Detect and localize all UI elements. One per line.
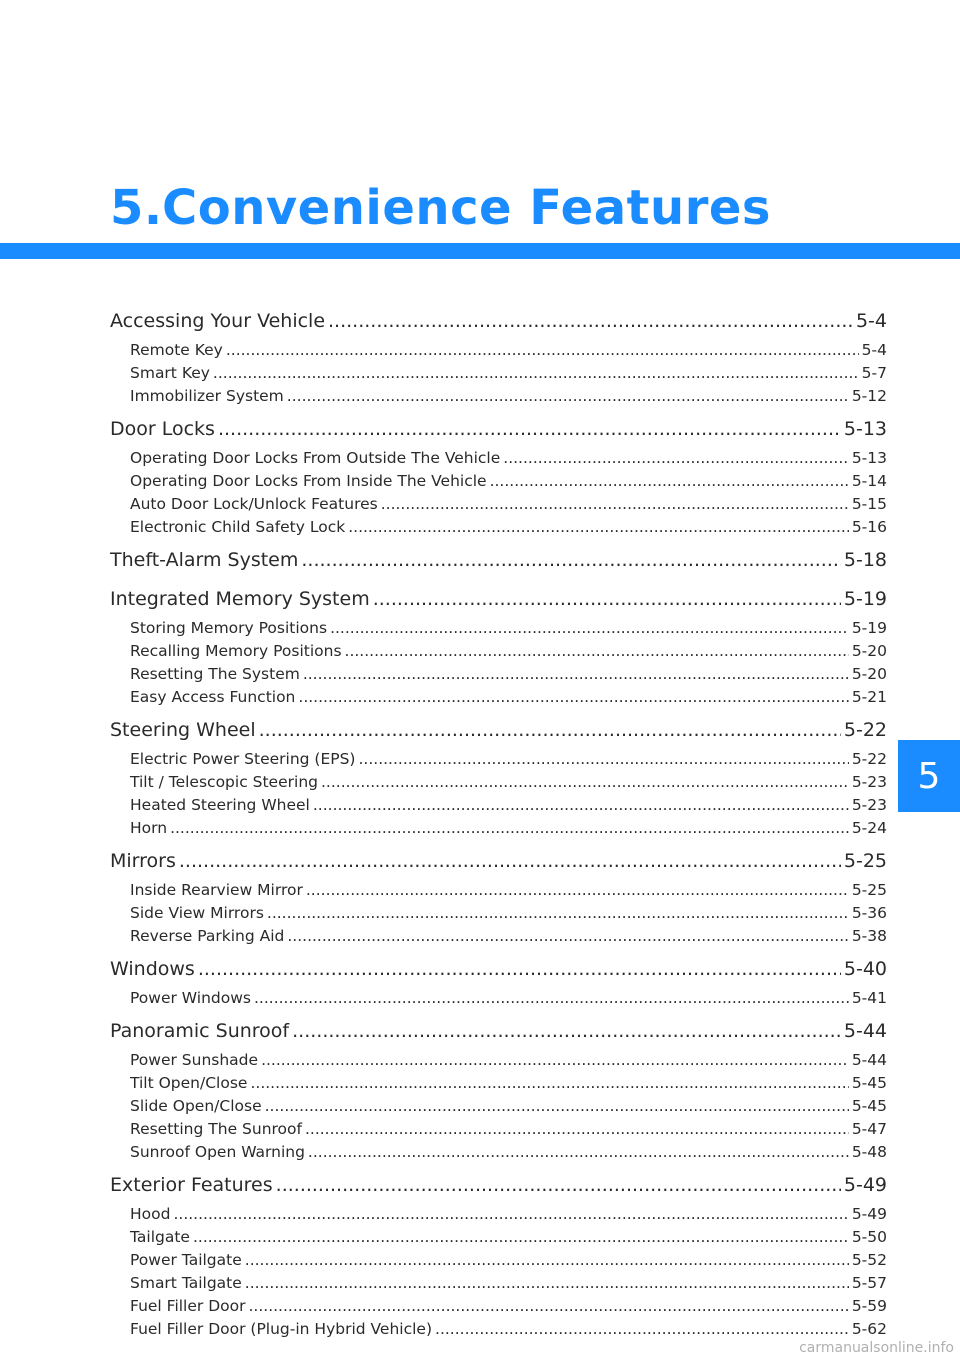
toc-entry-label: Side View Mirrors	[130, 904, 264, 922]
toc-entry-label: Exterior Features	[110, 1174, 273, 1196]
toc-entry-page: 5-44	[843, 1020, 887, 1042]
toc-entry-page: 5-25	[851, 881, 887, 899]
toc-dot-leader	[173, 1205, 848, 1223]
toc-entry-label: Theft-Alarm System	[110, 549, 299, 571]
toc-entry-label: Electronic Child Safety Lock	[130, 518, 346, 536]
toc-entry-label: Power Windows	[130, 989, 251, 1007]
toc-entry-label: Fuel Filler Door (Plug-in Hybrid Vehicle)	[130, 1320, 433, 1338]
toc-dot-leader	[381, 495, 849, 513]
toc-section-entry[interactable]	[110, 719, 887, 750]
toc-dot-leader	[193, 1228, 849, 1246]
toc-entry-page: 5-20	[851, 665, 887, 683]
toc-subsection-entry[interactable]	[110, 1097, 887, 1120]
toc-dot-leader	[218, 418, 841, 440]
toc-entry-label: Resetting The Sunroof	[130, 1120, 302, 1138]
toc-subsection-entry[interactable]	[110, 750, 887, 773]
toc-entry-label: Mirrors	[110, 850, 176, 872]
toc-entry-label: Smart Tailgate	[130, 1274, 242, 1292]
toc-subsection-entry[interactable]	[110, 1143, 887, 1166]
toc-entry-page: 5-62	[851, 1320, 887, 1338]
toc-entry-label: Storing Memory Positions	[130, 619, 328, 637]
toc-dot-leader	[348, 518, 849, 536]
toc-entry-label: Auto Door Lock/Unlock Features	[130, 495, 378, 513]
toc-entry-page: 5-47	[851, 1120, 887, 1138]
toc-dot-leader	[198, 958, 841, 980]
toc-dot-leader	[245, 1251, 849, 1269]
toc-entry-label: Power Tailgate	[130, 1251, 242, 1269]
toc-subsection-entry[interactable]	[110, 1074, 887, 1097]
toc-dot-leader	[313, 796, 849, 814]
toc-entry-page: 5-13	[851, 449, 887, 467]
toc-subsection-entry[interactable]	[110, 773, 887, 796]
toc-entry-label: Hood	[130, 1205, 171, 1223]
toc-dot-leader	[254, 989, 849, 1007]
toc-dot-leader	[301, 549, 840, 571]
toc-entry-label: Recalling Memory Positions	[130, 642, 342, 660]
toc-entry-label: Fuel Filler Door	[130, 1297, 246, 1315]
toc-dot-leader	[287, 927, 848, 945]
toc-subsection-entry[interactable]	[110, 796, 887, 819]
toc-entry-page: 5-44	[851, 1051, 887, 1069]
toc-dot-leader	[287, 387, 849, 405]
toc-subsection-entry[interactable]	[110, 449, 887, 472]
toc-dot-leader	[245, 1274, 849, 1292]
toc-subsection-entry[interactable]	[110, 1274, 887, 1297]
toc-entry-label: Steering Wheel	[110, 719, 256, 741]
toc-subsection-entry[interactable]	[110, 387, 887, 410]
toc-section-entry[interactable]	[110, 1020, 887, 1051]
toc-dot-leader	[306, 881, 849, 899]
toc-dot-leader	[250, 1074, 848, 1092]
toc-entry-page: 5-50	[851, 1228, 887, 1246]
toc-entry-page: 5-21	[851, 688, 887, 706]
toc-entry-page: 5-52	[851, 1251, 887, 1269]
toc-dot-leader	[248, 1297, 848, 1315]
toc-dot-leader	[503, 449, 849, 467]
toc-entry-label: Panoramic Sunroof	[110, 1020, 290, 1042]
toc-section-entry[interactable]	[110, 1174, 887, 1205]
toc-dot-leader	[305, 1120, 849, 1138]
toc-dot-leader	[435, 1320, 849, 1338]
toc-section-entry[interactable]	[110, 310, 887, 341]
toc-subsection-entry[interactable]	[110, 1051, 887, 1074]
toc-dot-leader	[261, 1051, 849, 1069]
toc-dot-leader	[213, 364, 859, 382]
toc-entry-page: 5-41	[851, 989, 887, 1007]
toc-subsection-entry[interactable]	[110, 341, 887, 364]
toc-entry-page: 5-22	[843, 719, 887, 741]
toc-subsection-entry[interactable]	[110, 1228, 887, 1251]
toc-dot-leader	[490, 472, 849, 490]
title-underline-bar	[0, 243, 960, 259]
toc-subsection-entry[interactable]	[110, 881, 887, 904]
toc-dot-leader	[267, 904, 849, 922]
toc-dot-leader	[292, 1020, 841, 1042]
toc-entry-page: 5-15	[851, 495, 887, 513]
toc-dot-leader	[303, 665, 849, 683]
toc-entry-label: Electric Power Steering (EPS)	[130, 750, 356, 768]
toc-entry-page: 5-12	[851, 387, 887, 405]
chapter-number: 5.	[110, 180, 163, 236]
toc-entry-page: 5-45	[851, 1097, 887, 1115]
toc-subsection-entry[interactable]	[110, 819, 887, 842]
toc-subsection-entry[interactable]	[110, 642, 887, 665]
toc-entry-page: 5-20	[851, 642, 887, 660]
toc-entry-label: Tailgate	[130, 1228, 190, 1246]
toc-dot-leader	[308, 1143, 849, 1161]
toc-entry-page: 5-38	[851, 927, 887, 945]
toc-entry-page: 5-23	[851, 796, 887, 814]
toc-entry-page: 5-7	[861, 364, 887, 382]
toc-subsection-entry[interactable]	[110, 665, 887, 688]
toc-section-entry[interactable]	[110, 958, 887, 989]
toc-entry-label: Accessing Your Vehicle	[110, 310, 326, 332]
toc-entry-label: Tilt Open/Close	[130, 1074, 248, 1092]
toc-entry-label: Immobilizer System	[130, 387, 284, 405]
toc-entry-label: Reverse Parking Aid	[130, 927, 285, 945]
toc-section-entry[interactable]	[110, 418, 887, 449]
chapter-tab[interactable]: 5	[898, 740, 960, 812]
toc-entry-page: 5-19	[851, 619, 887, 637]
toc-entry-label: Windows	[110, 958, 195, 980]
toc-entry-page: 5-4	[861, 341, 887, 359]
toc-section-entry[interactable]	[110, 588, 887, 619]
toc-dot-leader	[358, 750, 848, 768]
toc-entry-page: 5-49	[851, 1205, 887, 1223]
toc-entry-page: 5-14	[851, 472, 887, 490]
toc-dot-leader	[226, 341, 859, 359]
toc-subsection-entry[interactable]	[110, 688, 887, 711]
toc-entry-label: Operating Door Locks From Inside The Vehicle	[130, 472, 487, 490]
toc-entry-page: 5-19	[843, 588, 887, 610]
toc-entry-page: 5-40	[843, 958, 887, 980]
toc-subsection-entry[interactable]	[110, 619, 887, 642]
toc-entry-label: Heated Steering Wheel	[130, 796, 310, 814]
toc-dot-leader	[170, 819, 849, 837]
toc-subsection-entry[interactable]	[110, 1205, 887, 1228]
toc-dot-leader	[345, 642, 849, 660]
toc-subsection-entry[interactable]	[110, 904, 887, 927]
toc-entry-page: 5-25	[843, 850, 887, 872]
toc-section-entry[interactable]	[110, 549, 887, 580]
toc-entry-page: 5-23	[851, 773, 887, 791]
toc-subsection-entry[interactable]	[110, 1320, 887, 1343]
toc-entry-label: Smart Key	[130, 364, 210, 382]
toc-entry-label: Resetting The System	[130, 665, 300, 683]
toc-entry-page: 5-45	[851, 1074, 887, 1092]
toc-entry-label: Easy Access Function	[130, 688, 296, 706]
toc-subsection-entry[interactable]	[110, 495, 887, 518]
toc-dot-leader	[330, 619, 849, 637]
toc-dot-leader	[321, 773, 849, 791]
chapter-title: Convenience Features	[162, 180, 771, 236]
toc-subsection-entry[interactable]	[110, 1120, 887, 1143]
toc-entry-label: Horn	[130, 819, 168, 837]
watermark: carmanualsonline.info	[799, 1340, 954, 1356]
toc-entry-page: 5-49	[843, 1174, 887, 1196]
toc-entry-page: 5-22	[851, 750, 887, 768]
toc-dot-leader	[265, 1097, 849, 1115]
toc-entry-label: Remote Key	[130, 341, 223, 359]
toc-dot-leader	[328, 310, 853, 332]
toc-subsection-entry[interactable]	[110, 472, 887, 495]
toc-entry-page: 5-4	[855, 310, 887, 332]
toc-subsection-entry[interactable]	[110, 989, 887, 1012]
toc-entry-page: 5-18	[843, 549, 887, 571]
toc-dot-leader	[179, 850, 841, 872]
toc-entry-label: Inside Rearview Mirror	[130, 881, 303, 899]
toc-entry-page: 5-57	[851, 1274, 887, 1292]
toc-entry-page: 5-59	[851, 1297, 887, 1315]
toc-entry-page: 5-48	[851, 1143, 887, 1161]
table-of-contents	[110, 310, 887, 1343]
toc-entry-label: Tilt / Telescopic Steering	[130, 773, 318, 791]
toc-entry-page: 5-16	[851, 518, 887, 536]
toc-entry-label: Power Sunshade	[130, 1051, 259, 1069]
toc-subsection-entry[interactable]	[110, 927, 887, 950]
toc-entry-label: Door Locks	[110, 418, 215, 440]
toc-subsection-entry[interactable]	[110, 518, 887, 541]
toc-entry-label: Slide Open/Close	[130, 1097, 262, 1115]
toc-subsection-entry[interactable]	[110, 1297, 887, 1320]
toc-entry-label: Integrated Memory System	[110, 588, 370, 610]
toc-entry-page: 5-24	[851, 819, 887, 837]
toc-dot-leader	[276, 1174, 841, 1196]
toc-subsection-entry[interactable]	[110, 364, 887, 387]
toc-entry-page: 5-13	[843, 418, 887, 440]
toc-entry-label: Operating Door Locks From Outside The Vehicle	[130, 449, 501, 467]
toc-entry-page: 5-36	[851, 904, 887, 922]
toc-entry-label: Sunroof Open Warning	[130, 1143, 305, 1161]
toc-dot-leader	[259, 719, 841, 741]
toc-dot-leader	[298, 688, 848, 706]
toc-section-entry[interactable]	[110, 850, 887, 881]
toc-subsection-entry[interactable]	[110, 1251, 887, 1274]
toc-dot-leader	[373, 588, 841, 610]
